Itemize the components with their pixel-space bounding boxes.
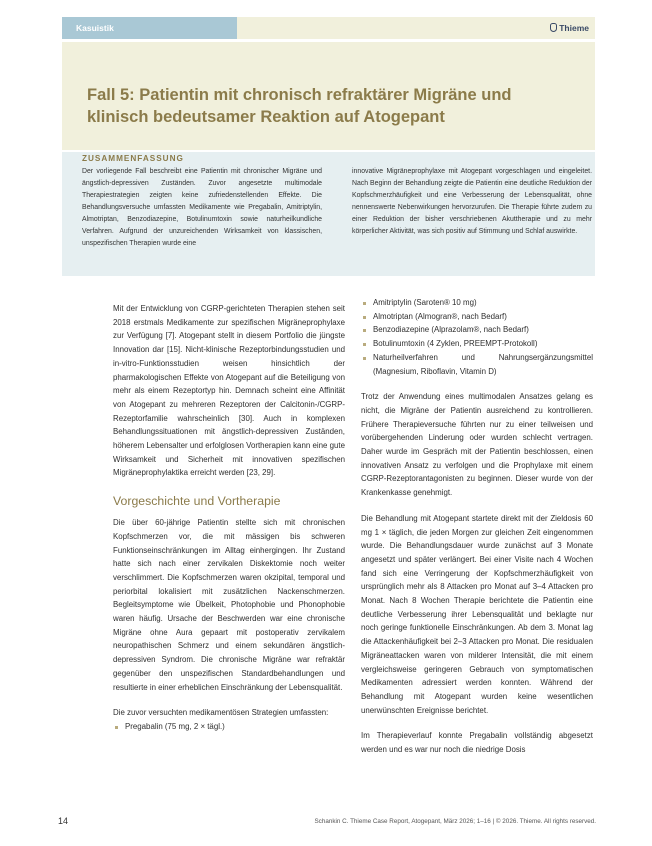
course-paragraph: Im Therapieverlauf konnte Pregabalin vollständig abgesetzt werden und es war nur noch die niedrige Dosis	[361, 731, 593, 755]
publisher-logo	[550, 17, 589, 39]
intro-paragraph: Mit der Entwicklung von CGRP-gerichteten Therapien stehen seit 2018 erstmals Medikamente zur spezifischen Migräneprophylaxe zur Verfügung [7]. Atogepant stellt in diesem Portfolio die jüngste Innovation dar [15]. Nicht-klinische Rezeptorbindungsstudien und in-vitro-Funktionsstudien weisen hinsichtlich der pharmakologischen Effekte von Atogepant auf die Beteiligung von mehr als einem Rezeptortyp hin. Demnach scheint eine Affinität von Atogepant zu mehreren Rezeptoren der Calcitonin-/CGRP-Rezeptorfamilie wahrscheinlich [30]. Auch in komplexen Behandlungssituationen mit ängstlich-depressiven Zuständen, höherem Lebensalter und erfolglosen Vortherapien kann eine gute Wirksamkeit und Sicherheit mit innovativen spezifischen Migräneprophylaktika erreicht werden [23, 29].	[113, 304, 345, 478]
body-column-right	[361, 296, 593, 769]
section-label: Kasuistik	[62, 17, 237, 39]
section-heading: Vorgeschichte und Vortherapie	[113, 494, 281, 509]
list-item: Botulinumtoxin (4 Zyklen, PREEMPT-Protokoll)	[361, 337, 593, 351]
list-item: Pregabalin (75 mg, 2 × tägl.)	[113, 720, 345, 734]
abstract-text-right: innovative Migräneprophylaxe mit Atogepant vorgeschlagen und eingeleitet. Nach Beginn der Behandlung zeigte die Patientin eine deutliche Reduktion der Kopfschmerzhäufigkeit und eine Verbesserung der Lebensqualität, ohne nennenswerte Nebenwirkungen hervorzurufen. Die Therapie führte zudem zu einer Reduktion der bisher verschriebenen Akuttherapie und zu mehr körperlicher Aktivität, was sich positiv auf Stimmung und Schlaf auswirkte.	[352, 168, 592, 235]
strategies-intro: Die zuvor versuchten medikamentösen Strategien umfassten:	[113, 708, 329, 718]
page-number: 14	[58, 816, 69, 826]
title-panel	[62, 42, 595, 150]
list-item: Naturheilverfahren und Nahrungsergänzungsmittel (Magnesium, Riboflavin, Vitamin D)	[361, 351, 593, 378]
strategy-list	[113, 720, 345, 734]
decision-paragraph: Trotz der Anwendung eines multimodalen Ansatzes gelang es nicht, die Migräne der Patientin ausreichend zu kontrollieren. Frühere Therapieversuche führten nur zu einer teilweisen und vorübergehenden Linderung oder wurden schlecht vertragen. Daher wurde im Gespräch mit der Patientin beschlossen, einen innovativen Ansatz zu verfolgen und die Prophylaxe mit einem CGRP-Rezeptorantagonisten zu beginnen. Dieser wurde von der Krankenkasse genehmigt.	[361, 392, 593, 498]
thieme-crest-icon	[550, 23, 557, 32]
list-item: Amitriptylin (Saroten® 10 mg)	[361, 296, 593, 310]
article-title: Fall 5: Patientin mit chronisch refraktärer Migräne und klinisch bedeutsamer Reaktion auf Atogepant	[87, 86, 512, 126]
history-paragraph: Die über 60-jährige Patientin stellte sich mit chronischen Kopfschmerzen vor, die mit mässigen bis schweren Funktionseinschränkungen im Alltag einhergingen. Ihr Zustand hatte sich nach einer zervikalen Diskektomie noch weiter verschlimmert. Die Kopfschmerzen waren okzipital, temporal und periorbital lokalisiert mit zusätzlichen Nackenschmerzen. Begleitsymptome wie Übelkeit, Photophobie und Phonophobie waren häufig. Ursache der Beschwerden war eine chronische Migräne ohne Aura gepaart mit postoperativ zervikalem neuropathischen Schmerz und einem sekundären ängstlich-depressiven Syndrom. Die chronische Migräne war refraktär gegenüber den unspezifischen Standardbehandlungen und resultierte in einer erheblichen Einschränkung der Lebensqualität.	[113, 518, 345, 692]
strategy-list-continued	[361, 296, 593, 378]
abstract-panel	[62, 152, 595, 276]
list-item: Benzodiazepine (Alprazolam®, nach Bedarf)	[361, 323, 593, 337]
publisher-name: Thieme	[559, 23, 589, 33]
footer-citation: Schankin C. Thieme Case Report, Atogepant, März 2026; 1–16 | © 2026. Thieme. All rights reserved.	[314, 818, 596, 825]
abstract-heading: ZUSAMMENFASSUNG	[82, 154, 184, 163]
list-item: Almotriptan (Almogran®, nach Bedarf)	[361, 310, 593, 324]
treatment-paragraph: Die Behandlung mit Atogepant startete direkt mit der Zieldosis 60 mg 1 × täglich, die jeden Morgen zur gleichen Zeit eingenommen wurde. Die Behandlungsdauer wurde zunächst auf 3 Monate angesetzt und später verlängert. Bei einer Visite nach 4 Wochen fand sich eine Verringerung der Kopfschmerzhäufigkeit von ursprünglich mehr als 8 Attacken pro Monat auf 3–4 Attacken pro Monat. Nach 8 Wochen Therapie berichtete die Patientin eine deutliche Verbesserung ihrer Lebensqualität und beklagte nur noch geringe funktionelle Einschränkungen. Ab dem 3. Monat lag die Attackenhäufigkeit bei 2–3 Attacken pro Monat. Die residualen Migräneattacken waren von milderer Intensität, die mit einem vergleichsweise geringeren Gebrauch von symptomatischen Medikamenten adressiert werden konnten. Während der Behandlung mit Atogepant wurden keine wesentlichen unerwünschten Ereignisse berichtet.	[361, 513, 593, 715]
abstract-text-left: Der vorliegende Fall beschreibt eine Patientin mit chronischer Migräne und ängstlich-depressiven Zuständen. Zuvor angesetzte multimodale Therapiestrategien zeigten keine zufriedenstellenden Effekte. Die Behandlungsversuche umfassten Medikamente wie Pregabalin, Amitriptylin, Almotriptan, Benzodiazepine, Botulinumtoxin sowie naturheilkundliche Verfahren. Aufgrund der unzureichenden Wirksamkeit von klassischen, unspezifischen Therapien wurde eine	[82, 168, 322, 247]
running-header	[62, 17, 595, 39]
body-column-left	[113, 302, 345, 746]
